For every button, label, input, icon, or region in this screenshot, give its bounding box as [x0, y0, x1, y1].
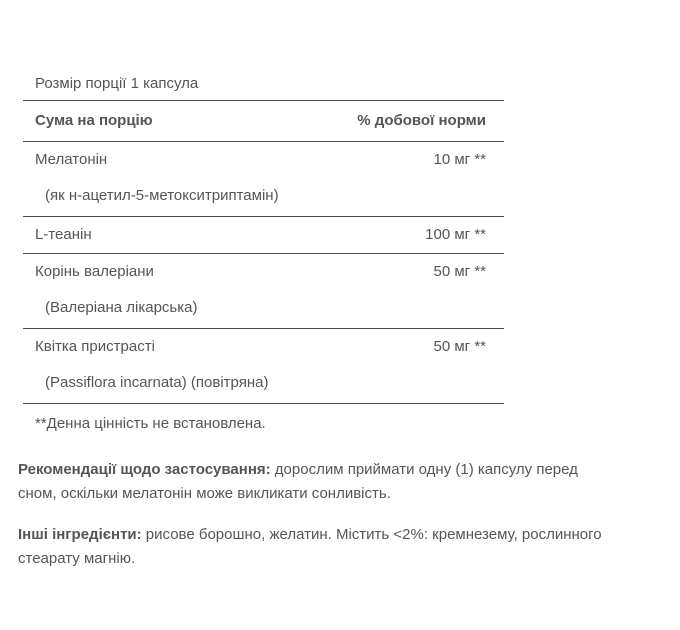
usage-text: дорослим приймати одну (1) капсулу перед сном, оскільки мелатонін може викликати сонливість. [18, 461, 578, 502]
ingredient-amount: 100 мг ** [425, 226, 486, 243]
table-header [23, 101, 504, 142]
ingredient-name: L-теанін [35, 226, 92, 243]
supplement-facts-table [23, 68, 504, 444]
usage-label: Рекомендації щодо застосування: [18, 461, 271, 478]
table-row [23, 142, 504, 217]
ingredient-source: (Валеріана лікарська) [45, 299, 198, 316]
ingredients-label: Інші інгредієнти: [18, 526, 142, 543]
ingredient-name: Корінь валеріани [35, 263, 154, 280]
daily-value-header: % добової норми [357, 112, 486, 129]
table-row [23, 217, 504, 254]
ingredient-source: (як н-ацетил-5-метокситриптамін) [45, 187, 279, 204]
table-row [23, 254, 504, 329]
ingredient-amount: 50 мг ** [433, 338, 486, 355]
ingredient-name: Мелатонін [35, 151, 108, 168]
table-row [23, 329, 504, 404]
ingredient-amount: 10 мг ** [433, 151, 486, 168]
amount-per-serving-header: Сума на порцію [35, 112, 153, 129]
ingredient-amount: 50 мг ** [433, 263, 486, 280]
ingredient-name: Квітка пристрасті [35, 338, 155, 355]
daily-value-footnote: **Денна цінність не встановлена. [35, 415, 266, 432]
usage-recommendations [18, 458, 618, 506]
other-ingredients [18, 523, 618, 571]
ingredient-source: (Passiflora incarnata) (повітряна) [45, 374, 269, 391]
serving-size: Розмір порції 1 капсула [23, 68, 504, 101]
ingredients-text: рисове борошно, желатин. Містить <2%: кремнезему, рослинного стеарату магнію. [18, 526, 602, 567]
